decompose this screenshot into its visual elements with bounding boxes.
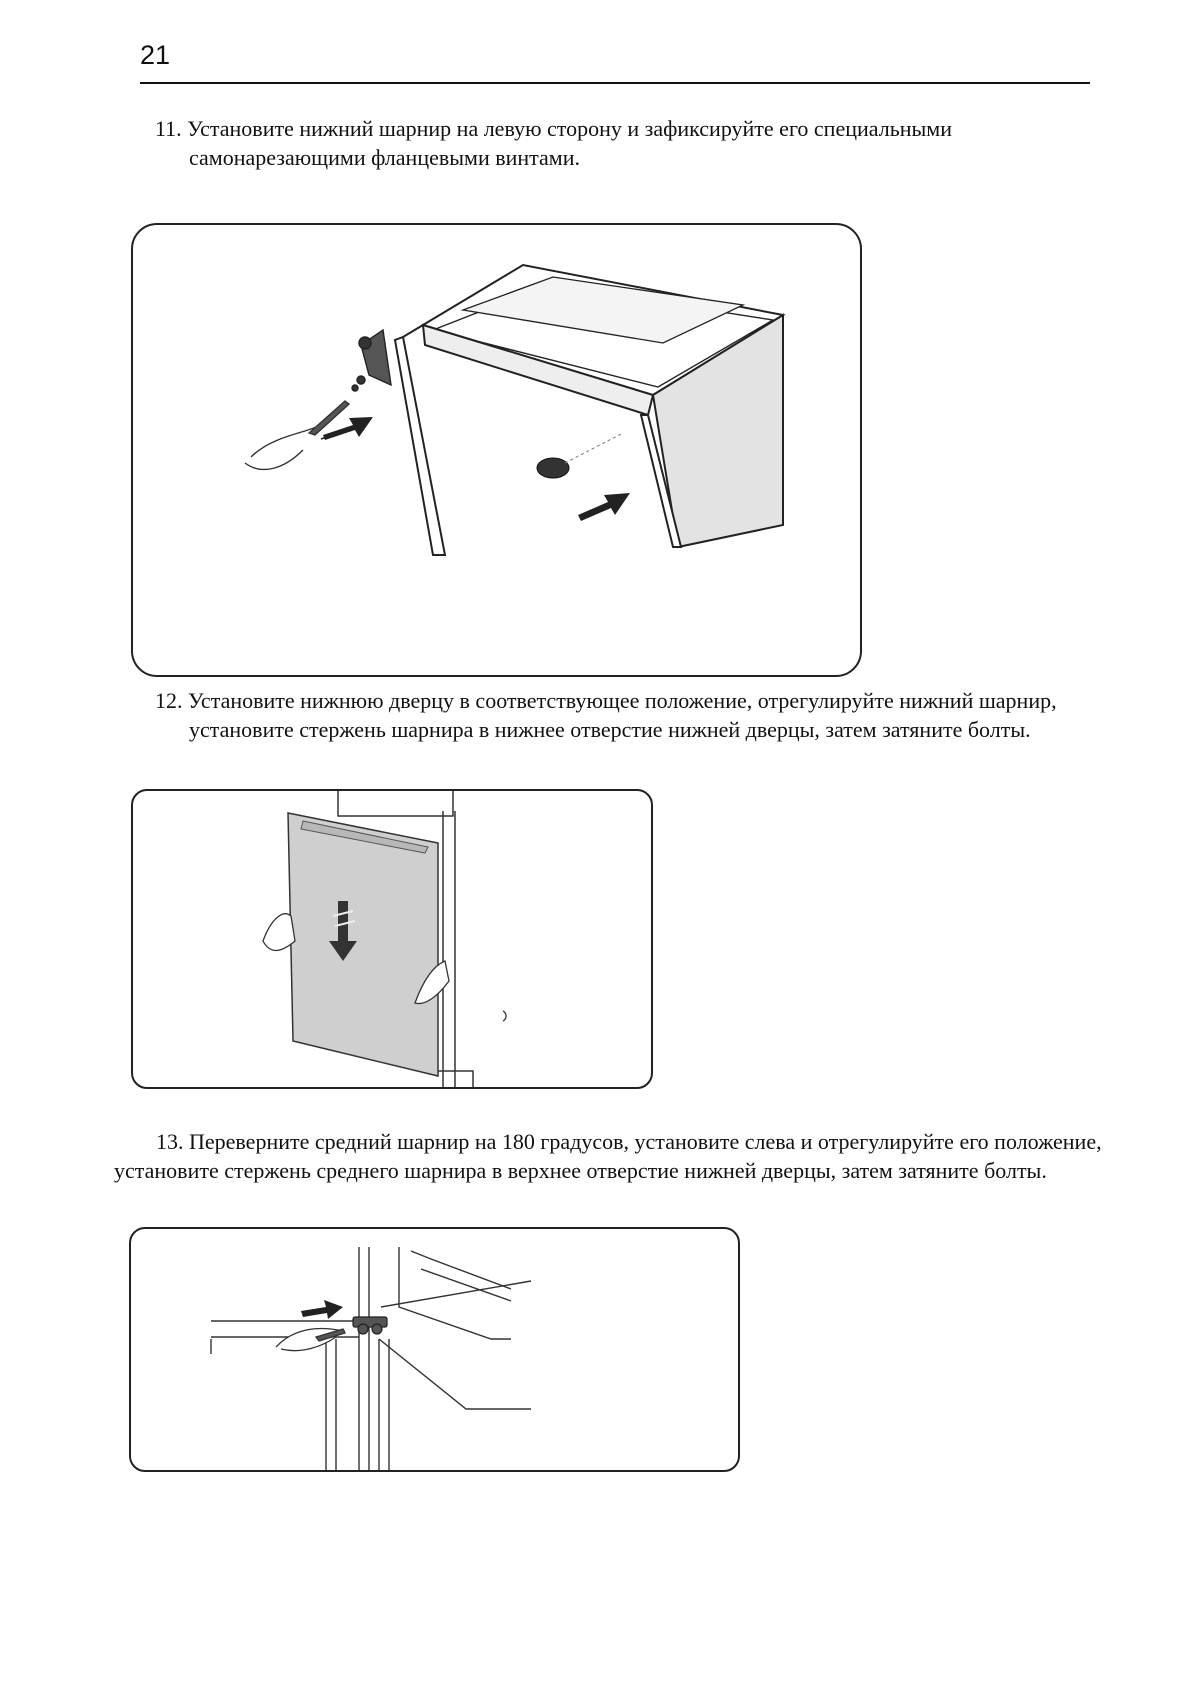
step-13-text: Переверните средний шарнир на 180 градусов, установите слева и отрегулируйте его положение, установите стержень среднего шарнира в верхнее отверстие нижней дверцы, затем затяните болты. — [114, 1129, 1102, 1183]
hand-with-screwdriver — [276, 1329, 345, 1351]
arrow — [578, 493, 630, 521]
step-12 — [155, 686, 1099, 744]
step-12-text: Установите нижнюю дверцу в соответствующее положение, отрегулируйте нижний шарнир, установите стержень шарнира в нижнее отверстие нижней дверцы, затем затяните болты. — [188, 688, 1057, 742]
step-13 — [114, 1127, 1104, 1185]
step-11-text: Установите нижний шарнир на левую сторону и зафиксируйте его специальными самонарезающими фланцевыми винтами. — [187, 116, 952, 170]
door-panel — [288, 813, 438, 1076]
figure-install-middle-hinge — [129, 1227, 740, 1472]
header-rule — [140, 82, 1090, 84]
figure-install-bottom-hinge — [131, 223, 862, 677]
hand-left — [263, 914, 295, 951]
figure-install-lower-door — [131, 789, 653, 1089]
step-11-number: 11. — [155, 116, 182, 141]
figure-install-middle-hinge-art — [131, 1229, 738, 1470]
figure-install-lower-door-art — [133, 791, 651, 1087]
middle-hinge-part — [353, 1317, 387, 1334]
hinge-part — [352, 330, 391, 391]
step-12-number: 12. — [155, 688, 183, 713]
page-number: 21 — [140, 40, 171, 70]
step-13-number: 13. — [156, 1129, 184, 1154]
figure-install-bottom-hinge-art — [133, 225, 860, 675]
hinge-cover — [537, 458, 569, 478]
step-11 — [155, 114, 1089, 172]
arrow — [301, 1300, 343, 1319]
